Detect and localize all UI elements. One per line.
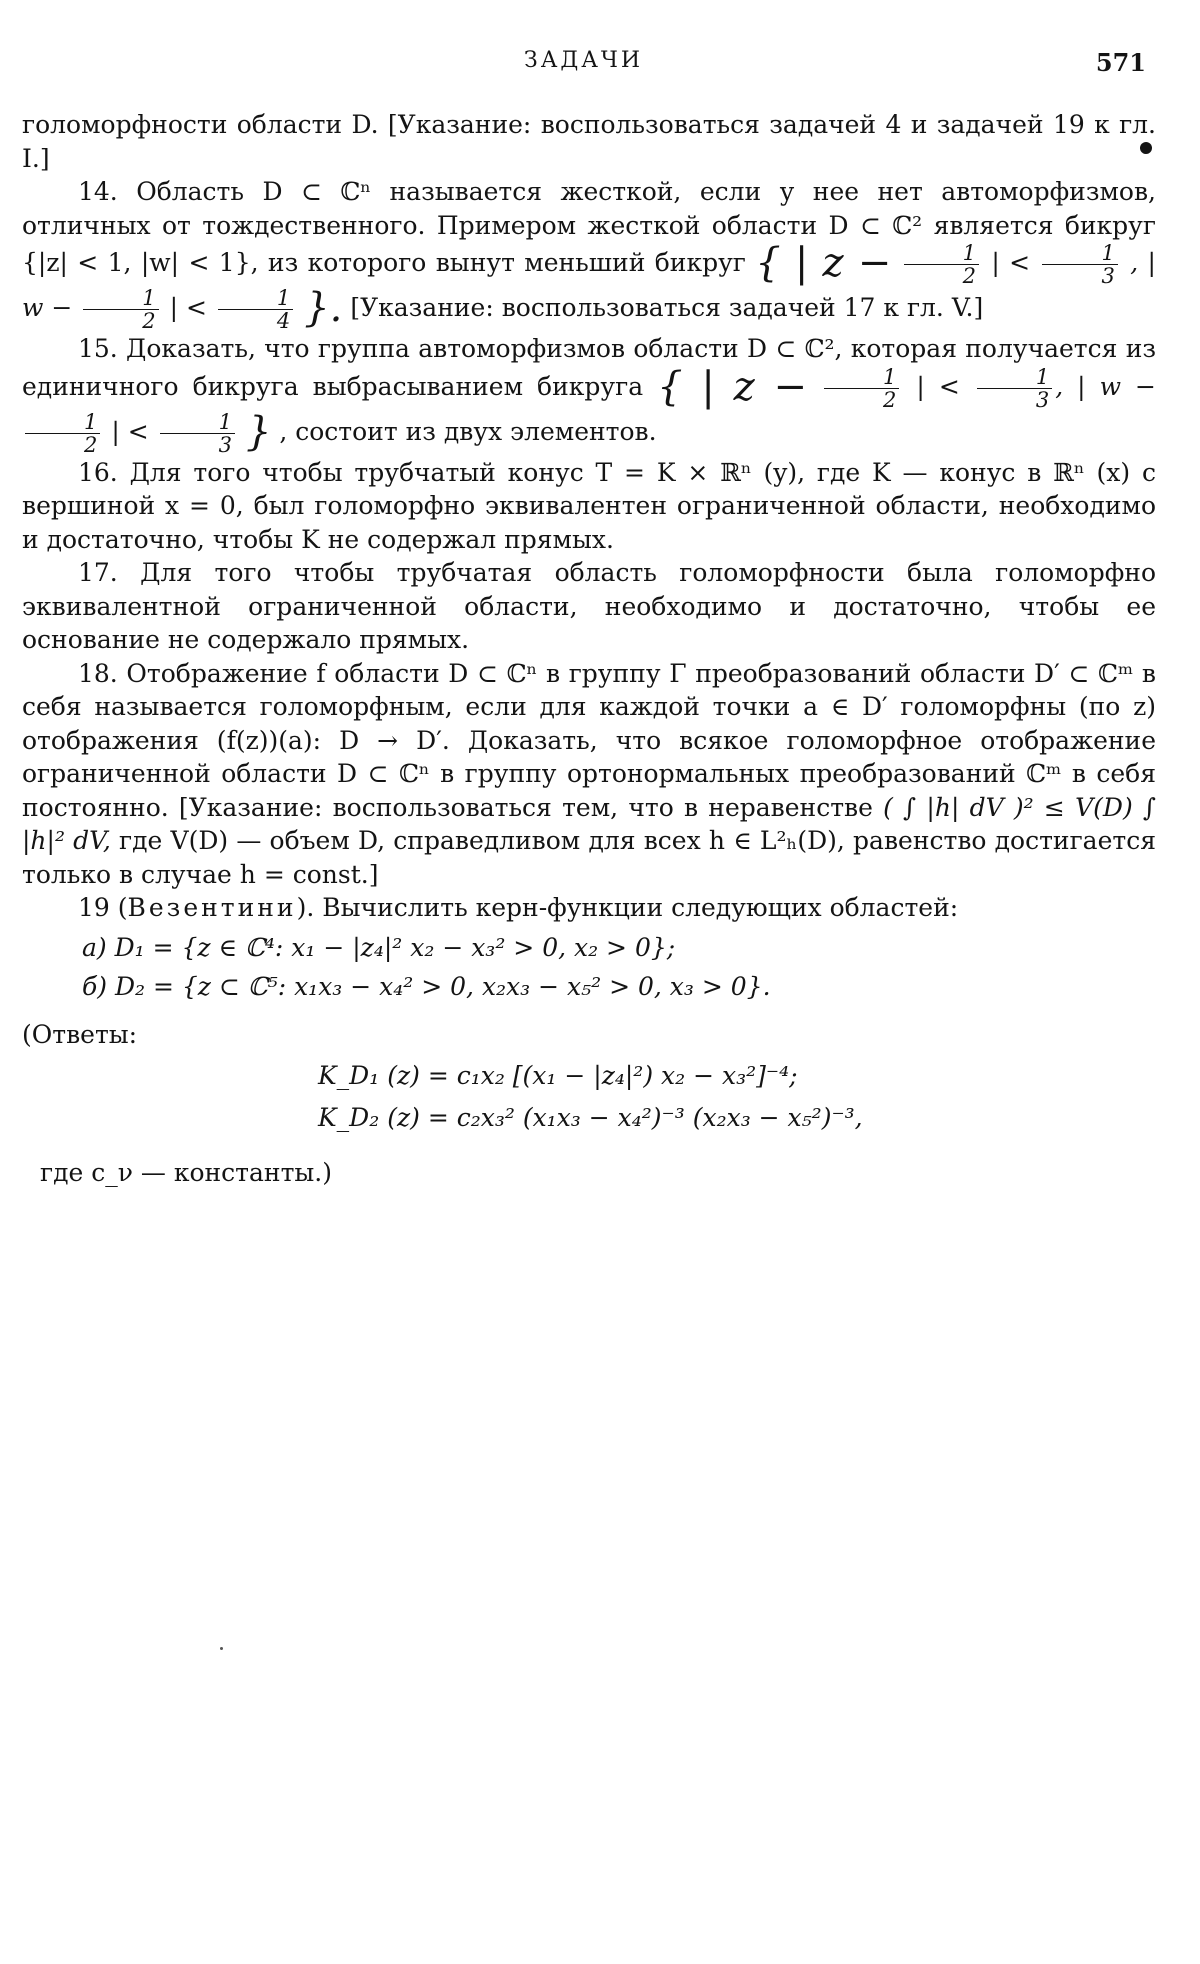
problem-18 — [22, 657, 1156, 892]
fraction-one-half: $\frac{1}{2}$ — [25, 411, 100, 456]
problem-15 — [22, 332, 1156, 456]
answers-label: (Ответы: — [22, 1019, 138, 1049]
problem-15-text-b: , состоит из двух элементов. — [279, 416, 657, 446]
fraction-one-fourth: $\frac{1}{4}$ — [218, 287, 293, 332]
brace-open: { | z − — [755, 240, 892, 286]
fraction-one-third: $\frac{1}{3}$ — [160, 411, 235, 456]
fraction-one-half: $\frac{1}{2}$ — [904, 242, 979, 287]
problem-16: 16. Для того чтобы трубчатый конус T = K × ℝⁿ (y), где K — конус в ℝⁿ (x) с вершиной x = 0, был голоморфно эквивалентен ограниченной области, необходимо и достаточно, чтобы K не содержал прямых. — [22, 457, 1156, 554]
domain-d1-definition: а) D₁ = {z ∈ ℂ⁴: x₁ − |z₄|² x₂ − x₃² > 0, x₂ > 0}; — [82, 932, 676, 962]
domain-d2-definition: б) D₂ = {z ⊂ ℂ⁵: x₁x₃ − x₄² > 0, x₂x₃ − x₅² > 0, x₃ > 0}. — [82, 972, 771, 1001]
problem-15-text-a: 15. Доказать, что группа автоморфизмов области D ⊂ ℂ², которая получается из единичного бикруга выбрасыванием бикруга — [22, 334, 1156, 401]
problem-17: 17. Для того чтобы трубчатая область голоморфности была голоморфно эквивалентной ограниченной области, необходимо и достаточно, чтобы ее основание не содержало прямых. — [22, 558, 1156, 654]
bicircle-formula-14: { | z − $\frac{1}{2}$ | < $\frac{1}{3}$ , | w − $\frac{1}{2}$ | < $\frac{1}{4}$ }. — [22, 240, 1156, 333]
kernel-function-d2: K_D₂ (z) = c₂x₃² (x₁x₃ − x₄²)⁻³ (x₂x₃ − x₅²)⁻³, — [318, 1102, 863, 1132]
problem-18-text-a: 18. Отображение f области D ⊂ ℂⁿ в группу Γ преобразований области D′ ⊂ ℂᵐ в себя называется голоморфным, если для каждой точки a ∈ D′ голоморфны (по z) отображения (f(z))(a): D → D′. Доказать, что всякое голоморфное отображение ограниченной области D ⊂ ℂⁿ в группу ортонормальных преобразований ℂᵐ в себя постоянно. [Указание: воспользоваться тем, что в неравенстве — [22, 658, 1156, 822]
fraction-one-half: $\frac{1}{2}$ — [824, 366, 899, 411]
problem-13-tail: голоморфности области D. [Указание: воспользоваться задачей 4 и задачей 19 к гл. I.] — [22, 110, 1156, 173]
paper-speck — [220, 1647, 223, 1650]
integral-inequality: ( ∫ |h| dV )² ≤ V(D) ∫ |h|² dV, — [22, 792, 1156, 855]
fraction-one-third: $\frac{1}{3}$ — [977, 366, 1052, 411]
fraction-one-third: $\frac{1}{3}$ — [1042, 242, 1117, 287]
brace-close: }. — [304, 285, 343, 331]
problem-18-text-b: где V(D) — объем D, справедливом для всех h ∈ L²ₕ(D), равенство достигается только в случае h = const.] — [22, 826, 1156, 889]
problem-14-text-a: 14. Область D ⊂ ℂⁿ называется жесткой, если у нее нет автоморфизмов, отличных от тождественного. Примером жесткой области D ⊂ ℂ² является бикруг {|z| < 1, |w| < 1}, из которого вынут меньший бикруг — [22, 177, 1156, 277]
problem-19-author: Везентини — [127, 893, 297, 922]
problem-14-text-b: [Указание: воспользоваться задачей 17 к гл. V.] — [350, 293, 984, 322]
fraction-one-half: $\frac{1}{2}$ — [83, 287, 158, 332]
problem-14 — [22, 175, 1156, 332]
page-header — [0, 48, 1200, 78]
running-title: ЗАДАЧИ — [524, 48, 644, 73]
problem-19-lead: 19 ( — [78, 893, 128, 922]
page-number: 571 — [1095, 48, 1146, 77]
bicircle-formula-15: { | z − $\frac{1}{2}$ | < $\frac{1}{3}$ , | w − $\frac{1}{2}$ | < $\frac{1}{3}$ } — [22, 372, 1156, 446]
answers-footer: где c_ν — константы.) — [40, 1158, 332, 1187]
problem-19-text: ). Вычислить керн-функции следующих областей: — [296, 893, 959, 922]
problems-text — [22, 108, 1156, 1190]
problem-19 — [22, 891, 1156, 925]
kernel-function-d1: K_D₁ (z) = c₁x₂ [(x₁ − |z₄|²) x₂ − x₃²]⁻⁴; — [318, 1061, 798, 1090]
